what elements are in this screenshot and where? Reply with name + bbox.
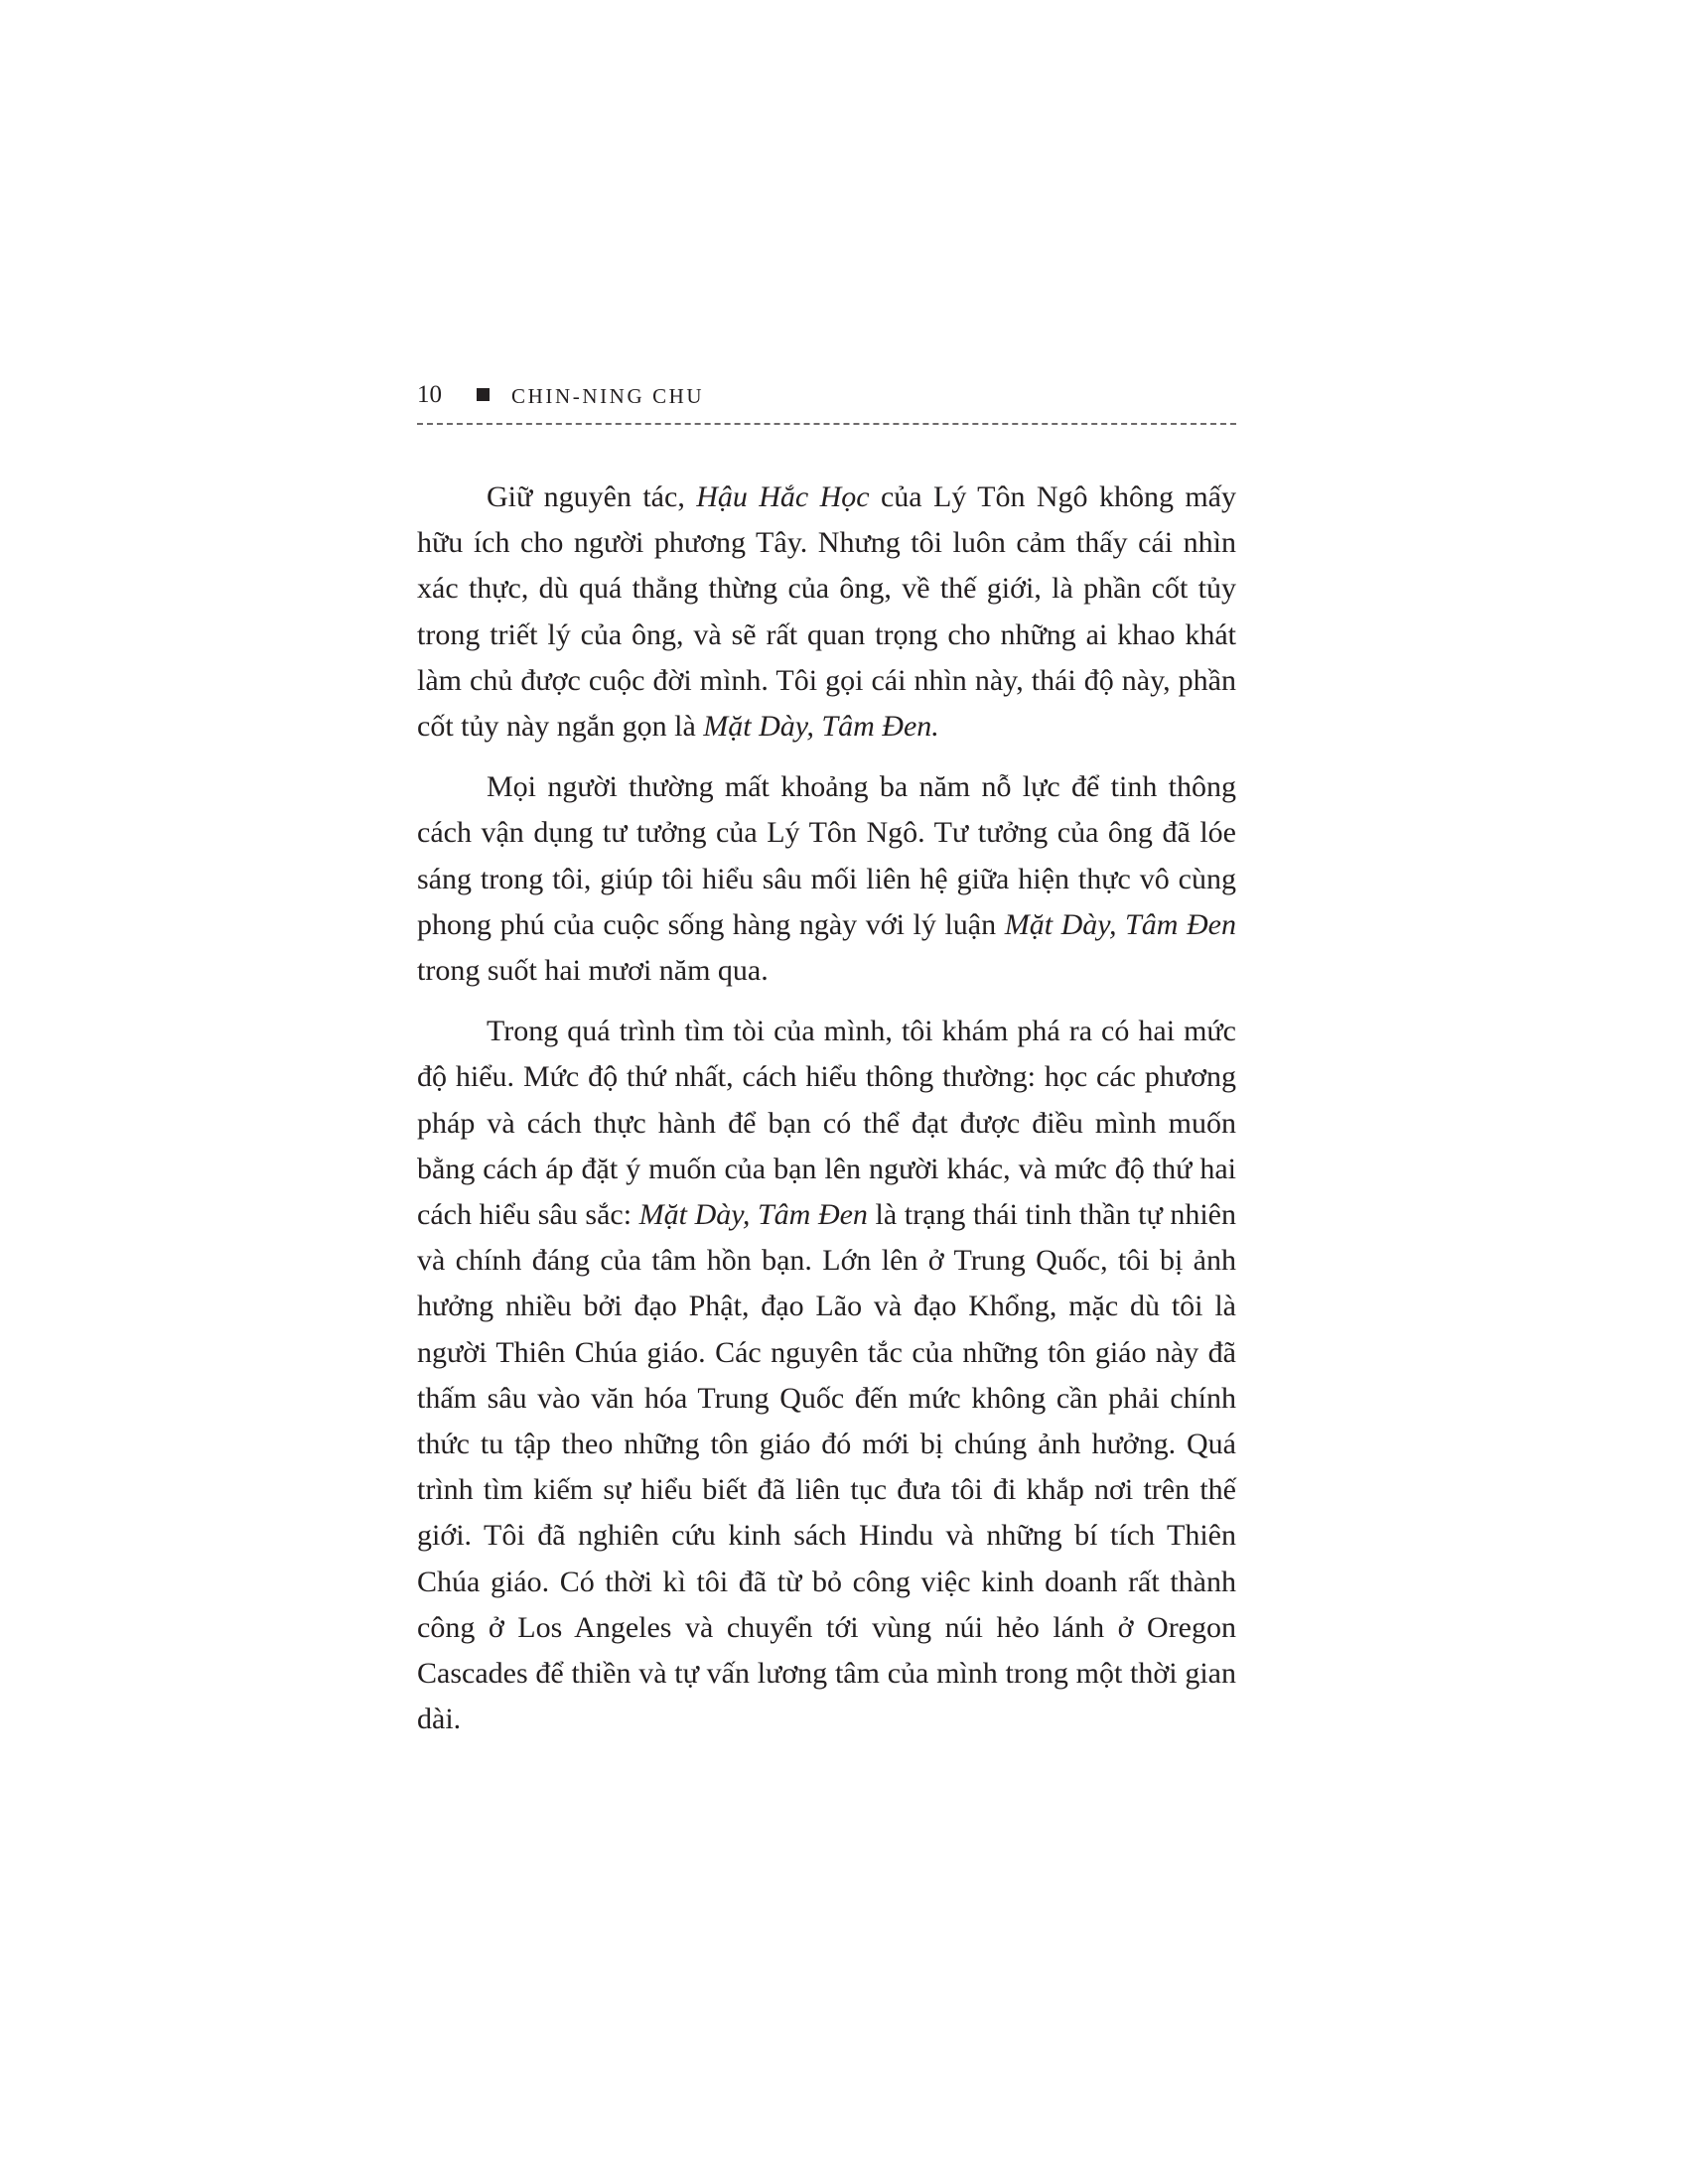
paragraph-3-text-1: Trong quá trình tìm tòi của mình, tôi khám phá ra có hai mức độ hiểu. Mức độ thứ nhất, cách hiểu thông thường: học các phương pháp và cách thực hành để bạn có thể đạt được điều mình muốn bằng cách áp đặt ý muốn của bạn lên người khác, và mức độ thứ hai cách hiểu sâu sắc: [417, 1015, 1236, 1232]
paragraph-1-text-2: của Lý Tôn Ngô không mấy hữu ích cho người phương Tây. Nhưng tôi luôn cảm thấy cái nhìn xác thực, dù quá thẳng thừng của ông, về thế giới, là phần cốt tủy trong triết lý của ông, và sẽ rất quan trọng cho những ai khao khát làm chủ được cuộc đời mình. Tôi gọi cái nhìn này, thái độ này, phần cốt tủy này ngắn gọn là [417, 480, 1236, 744]
paragraph-2-italic-1: Mặt Dày, Tâm Đen [1004, 907, 1236, 941]
paragraph-1-italic-1: Hậu Hắc Học [696, 480, 870, 513]
author-running-title: CHIN-NING CHU [511, 384, 705, 408]
main-text [417, 475, 1236, 1757]
paragraph-1-text-1: Giữ nguyên tác, [487, 480, 697, 513]
paragraph-2 [417, 764, 1236, 994]
running-header [417, 379, 1236, 425]
paragraph-1 [417, 475, 1236, 750]
paragraph-3 [417, 1009, 1236, 1742]
paragraph-1-italic-2: Mặt Dày, Tâm Đen. [703, 710, 939, 744]
paragraph-2-text-1: Mọi người thường mất khoảng ba năm nỗ lực để tinh thông cách vận dụng tư tưởng của Lý Tôn Ngô. Tư tưởng của ông đã lóe sáng trong tôi, giúp tôi hiểu sâu mối liên hệ giữa hiện thực vô cùng phong phú của cuộc sống hàng ngày với lý luận [417, 770, 1236, 941]
page-number: 10 [417, 381, 442, 408]
paragraph-2-text-2: trong suốt hai mươi năm qua. [417, 954, 769, 988]
paragraph-3-italic-1: Mặt Dày, Tâm Đen [638, 1198, 868, 1232]
paragraph-3-text-2: là trạng thái tinh thần tự nhiên và chính đáng của tâm hồn bạn. Lớn lên ở Trung Quốc, tôi bị ảnh hưởng nhiều bởi đạo Phật, đạo Lão và đạo Khổng, mặc dù tôi là người Thiên Chúa giáo. Các nguyên tắc của những tôn giáo này đã thấm sâu vào văn hóa Trung Quốc đến mức không cần phải chính thức tu tập theo những tôn giáo đó mới bị chúng ảnh hưởng. Quá trình tìm kiếm sự hiểu biết đã liên tục đưa tôi đi khắp nơi trên thế giới. Tôi đã nghiên cứu kinh sách Hindu và những bí tích Thiên Chúa giáo. Có thời kì tôi đã từ bỏ công việc kinh doanh rất thành công ở Los Angeles và chuyển tới vùng núi hẻo lánh ở Oregon Cascades để thiền và tự vấn lương tâm của mình trong một thời gian dài. [417, 1198, 1236, 1736]
black-square-icon [477, 388, 490, 401]
